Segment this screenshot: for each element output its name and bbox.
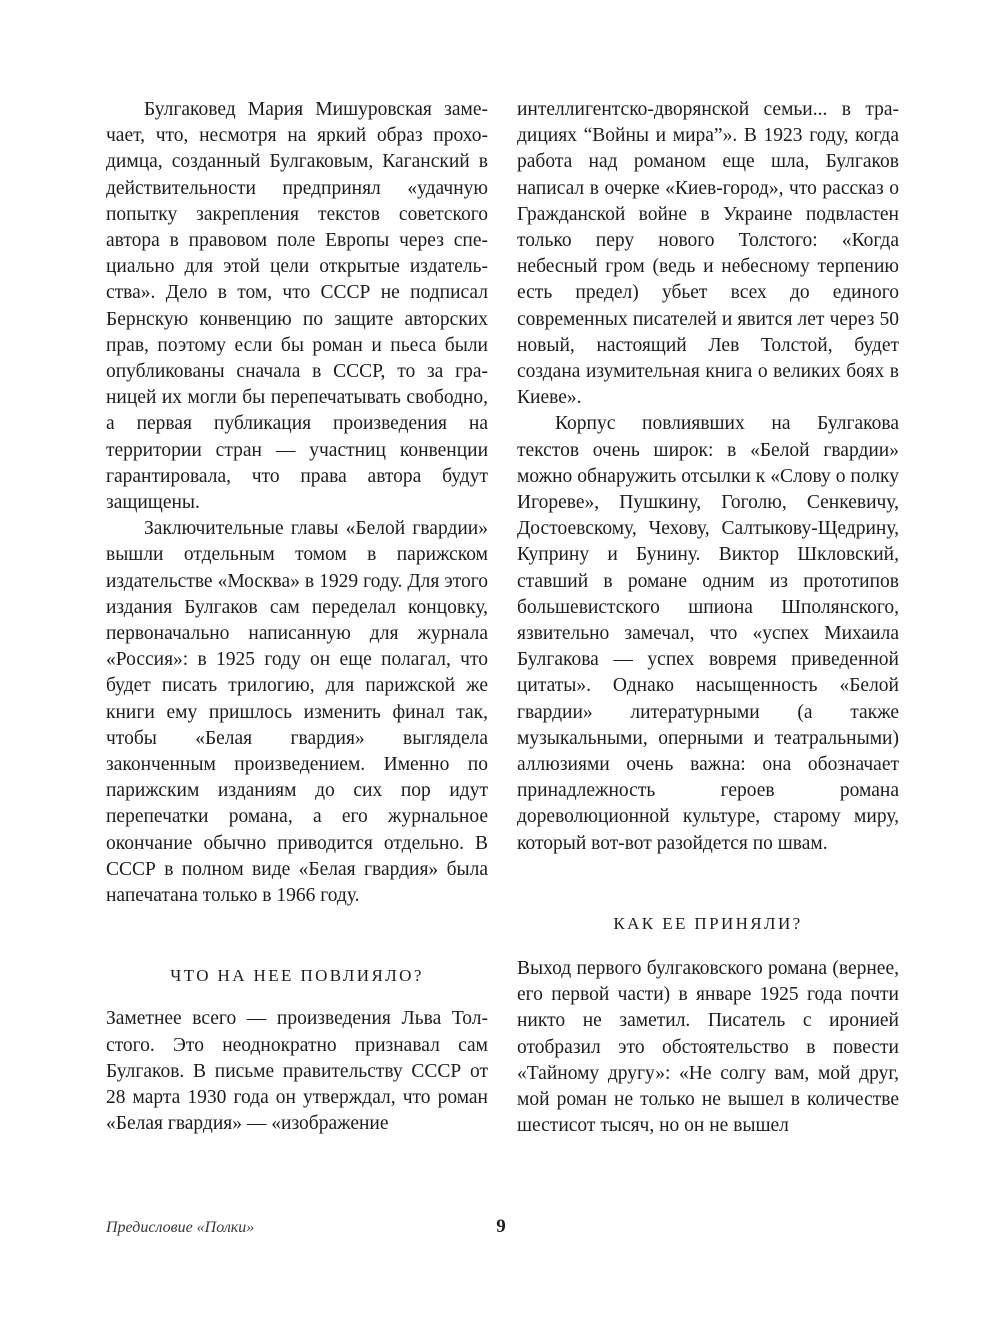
- paragraph-reception: Выход первого булгаковского романа (вернее, его первой части) в январе 1925 года почти никто не заметил. Писатель с иронией отобразил это обстоятельство в повести «Тайному другу»: «Не солгу вам, мой друг, мой роман не только не вышел в количестве шестисот тысяч, но он не вышел: [517, 957, 899, 1137]
- left-column: [106, 97, 488, 1137]
- paragraph-war-and-peace: интеллигентско-дворянской семьи... в традициях “Войны и мира”». В 1923 году, когда работа над романом еще шла, Булгаков написал в очерке «Киев-город», что рассказ о Гражданской войне в Украине подвластен только перу нового Толстого: «Когда небесный гром (ведь и небесному терпению есть предел) убьет всех до единого современных писателей и явится лет через 50 новый, настоящий Лев Толстой, будет создана изумительная книга о великих боях в Киеве».: [517, 99, 899, 409]
- section-heading-influences: ЧТО НА НЕЕ ПОВЛИЯЛО?: [170, 966, 424, 986]
- paragraph-mishurovskaya: Булгаковед Мария Мишуровская замечает, что, несмотря на яркий образ проходимца, созданный Булгаковым, Каганский в действительности предпринял «удачную попытку закрепления текстов советского автора в правовом поле Европы через специально для этой цели открытые издательства». Дело в том, что СССР не подписал Бернскую конвенцию по защите авторских прав, поэтому если бы роман и пьеса были опубликованы сначала в СССР, то за границей их могли бы перепечатывать свободно, а первая публикация произведения на территории стран — участниц конвенции гарантировала, что права автора будут защищены.: [106, 99, 488, 514]
- paragraph-corpus: Корпус повлиявших на Булгакова текстов очень широк: в «Белой гвардии» можно обнаружить отсылки к «Слову о полку Игореве», Пушкину, Гоголю, Сенкевичу, Достоевскому, Чехову, Салтыкову-Щедрину, Куприну и Бунину. Виктор Шкловский, ставший в романе одним из прототипов большевистского шпиона Шполянского, язвительно замечал, что «успех Михаила Булгакова — успех вовремя приведенной цитаты». Однако насыщенность «Белой гвардии» литературными (а также музыкальными, оперными и театральными) аллюзиями очень важна: она обозначает принадлежность героев романа дореволюционной культуре, старому миру, который вот-вот разойдется по швам.: [517, 413, 899, 854]
- right-column: [517, 97, 899, 1139]
- section-heading-reception: КАК ЕЕ ПРИНЯЛИ?: [613, 913, 803, 933]
- paragraph-tolstoy: Заметнее всего — произведения Льва Толстого. Это неоднократно признавал сам Булгаков. В письме правительству СССР от 28 марта 1930 года он утверждал, что роман «Белая гвардия» — «изображение: [106, 1008, 488, 1135]
- paragraph-final-chapters: Заключительные главы «Белой гвардии» вышли отдельным томом в парижском издательстве «Москва» в 1929 году. Для этого издания Булгаков сам переделал концовку, первоначально написанную для журнала «Россия»: в 1925 году он еще полагал, что будет писать трилогию, для парижской же книги ему пришлось изменить финал так, чтобы «Белая гвардия» выглядела законченным произведением. Именно по парижским изданиям до сих пор идут перепечатки романа, а его журнальное окончание обычно приводится отдельно. В СССР в полном виде «Белая гвардия» была напечатана только в 1966 году.: [106, 518, 488, 907]
- running-title: Предисловие «Полки»: [106, 1219, 255, 1236]
- page-number: 9: [496, 1216, 506, 1237]
